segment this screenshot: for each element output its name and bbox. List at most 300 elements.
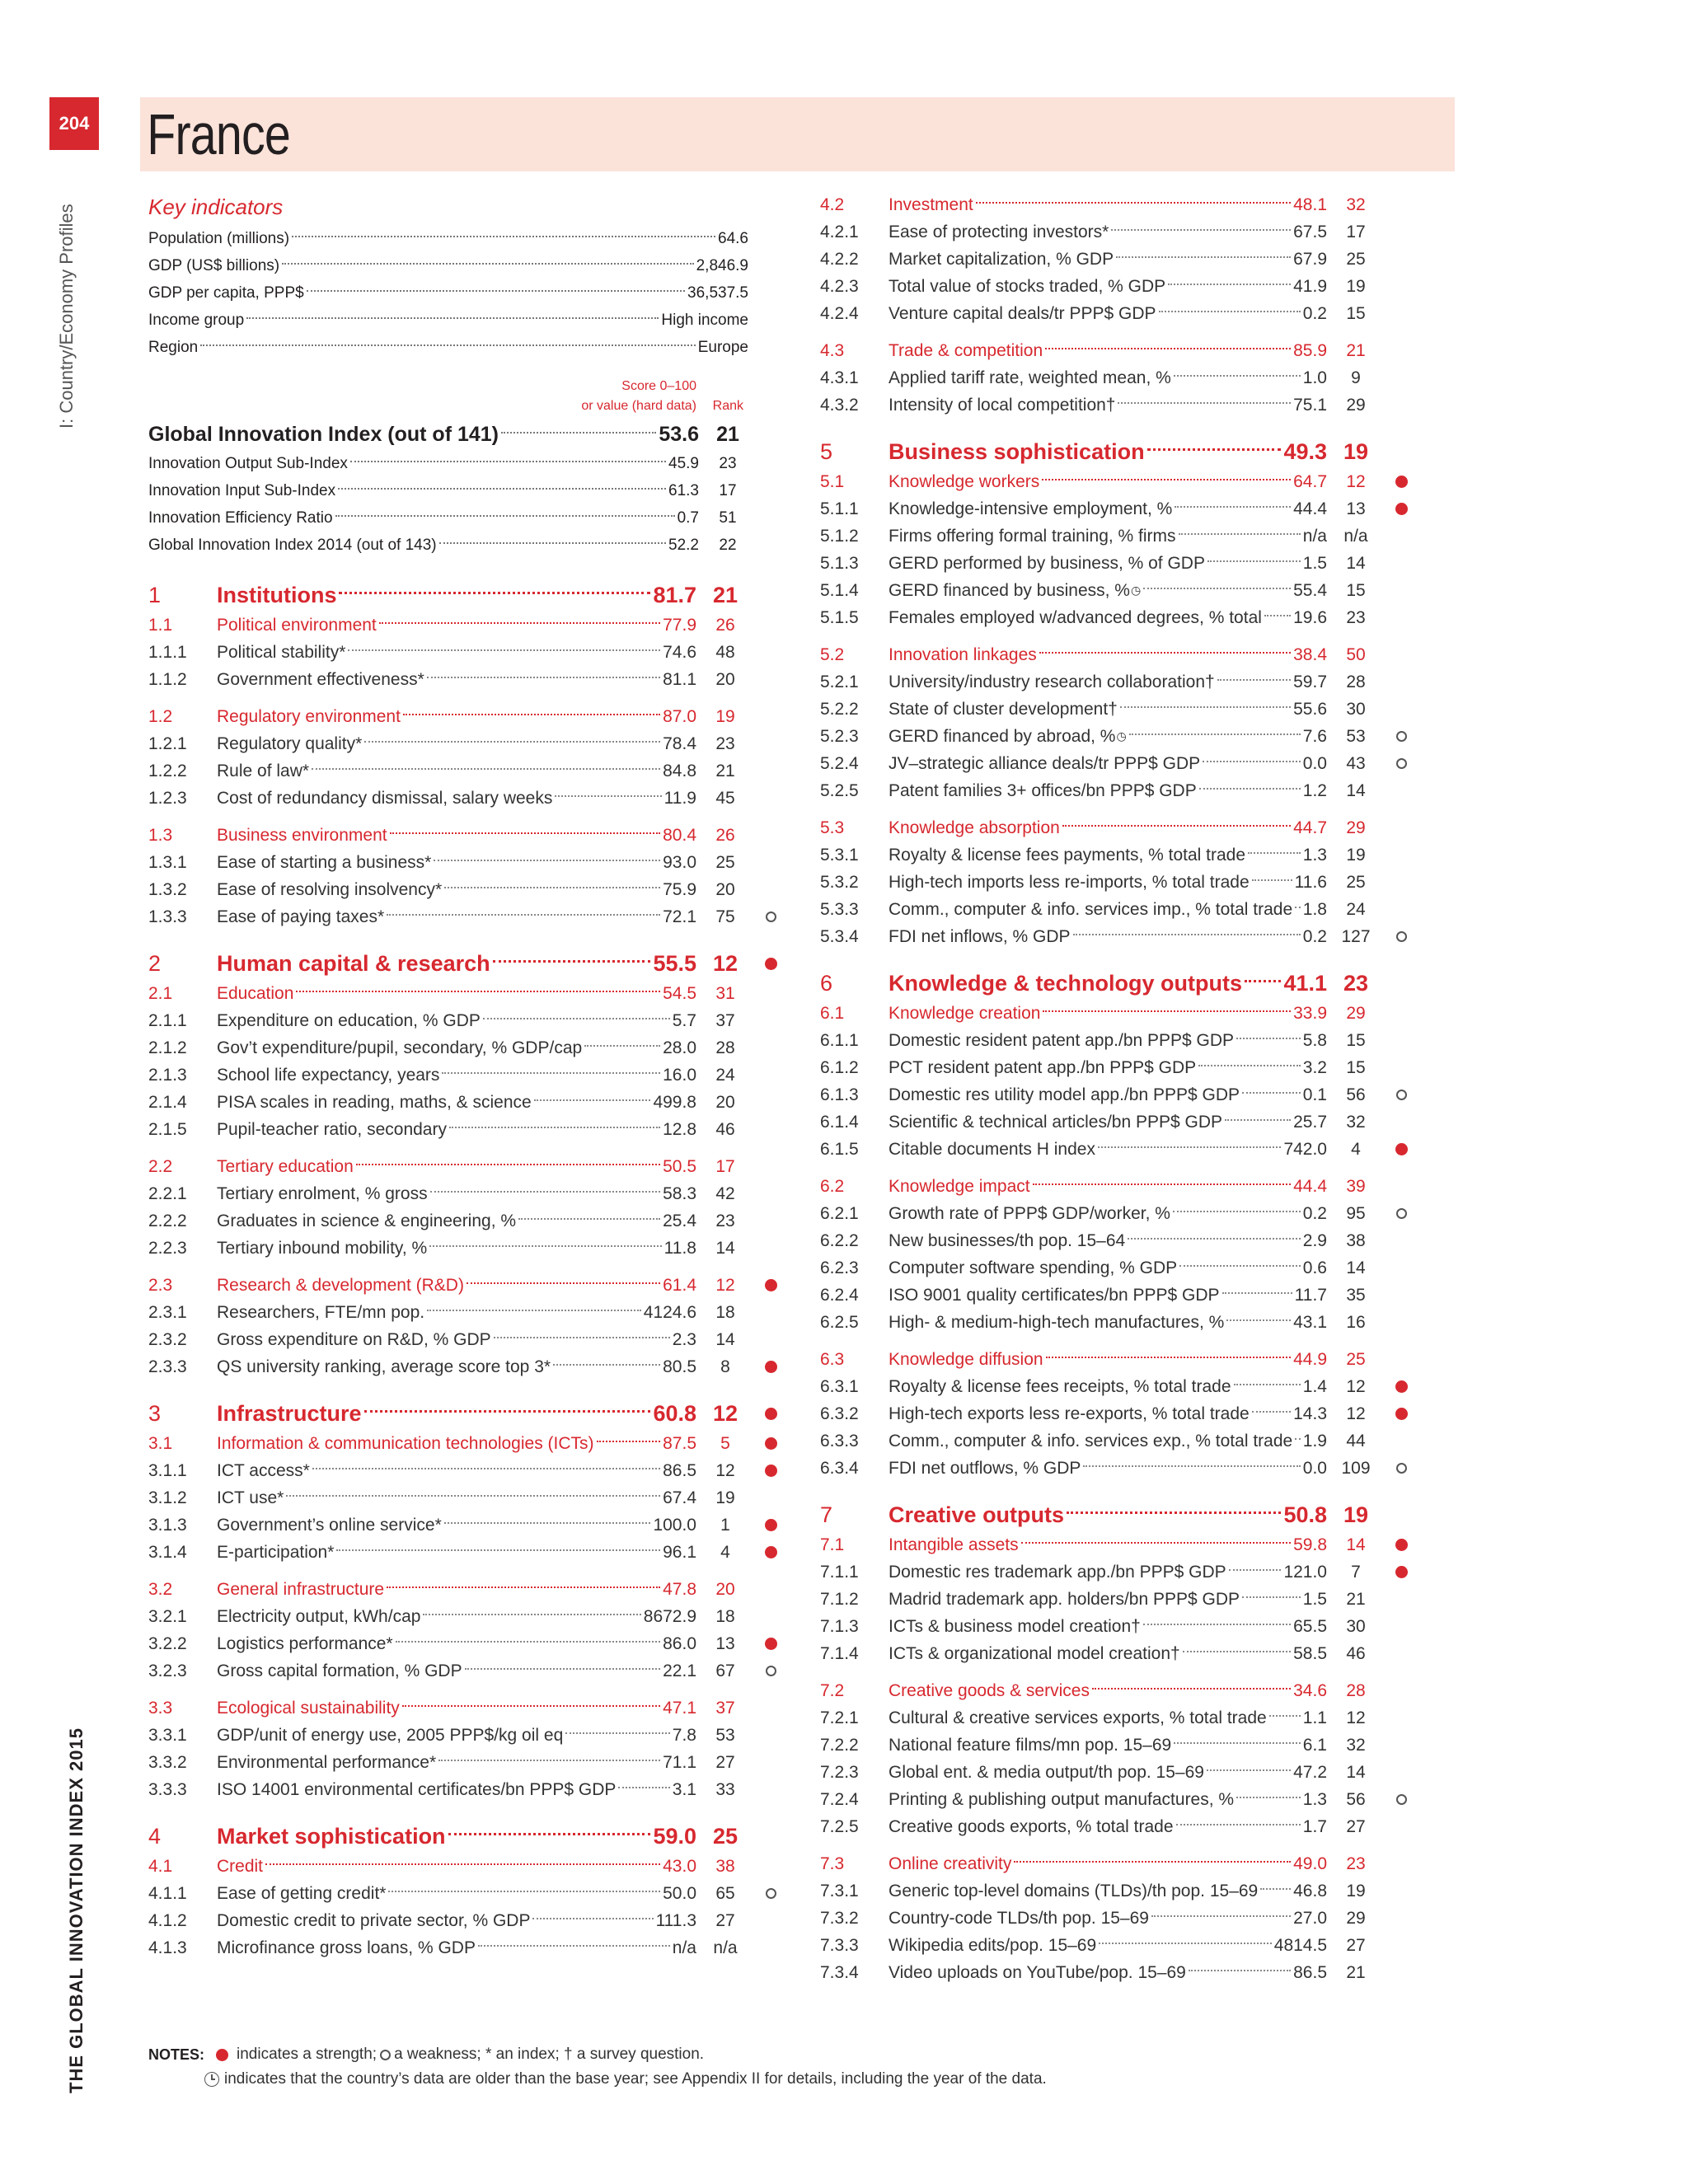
strength-dot-icon [1395,1408,1408,1420]
dot-leader [1129,733,1301,735]
indicator-code: 1.2.3 [148,788,187,808]
indicator-value: 44.4 [1293,1176,1327,1196]
dot-leader [312,767,660,770]
subpillar-row [820,1531,1455,1558]
indicator-value: 2.3 [672,1329,696,1349]
indicator-value: 47.2 [1293,1762,1327,1782]
indicator-label: Gross capital formation, % GDP [217,1661,462,1680]
indicator-label: Trade & competition [889,340,1043,360]
indicator-label: Market sophistication [217,1823,446,1849]
indicator-label: Education [217,983,294,1003]
indicator-rank: 29 [1346,1003,1366,1023]
indicator-rank: 12 [712,1400,738,1426]
indicator-value: 0.1 [1302,1085,1327,1104]
indicator-value: 34.6 [1293,1680,1327,1700]
row-body [820,341,1327,361]
indicator-label: ICTs & organizational model creation† [889,1643,1180,1663]
indicator-value: 47.1 [663,1698,696,1718]
indicator-code: 7.2.5 [820,1816,859,1836]
strength-dot-icon [765,1638,777,1650]
gii-rank: 22 [719,536,737,554]
indicator-rank: 29 [1346,395,1366,415]
dot-leader [1033,1183,1292,1185]
strength-dot-icon [765,1408,777,1420]
indicator-code: 1.3.3 [148,907,187,926]
dot-leader [1120,705,1291,708]
indicator-value: 3.2 [1302,1057,1327,1077]
indicator-value: 59.0 [653,1823,696,1849]
indicator-code: 5.3.4 [820,926,859,946]
indicator-value: 3.1 [672,1779,696,1799]
pillar-row [148,1397,853,1430]
indicator-code: 6.1.2 [820,1057,859,1077]
indicator-code: 7.1.4 [820,1643,859,1663]
dot-leader [338,487,666,490]
indicator-label: Creative goods & services [889,1680,1090,1700]
spacer [148,693,853,703]
dot-leader [356,1163,660,1165]
indicator-label: State of cluster development† [889,699,1118,719]
row-body [148,1516,696,1535]
dot-leader [518,1217,660,1220]
indicator-rank: 38 [1346,1230,1366,1250]
indicator-row [148,1907,853,1934]
dot-leader [439,541,666,544]
indicator-code: 6.3.2 [820,1404,859,1423]
row-body [820,1113,1327,1132]
indicator-value: 59.8 [1293,1535,1327,1554]
row-body [820,1736,1327,1755]
indicator-label: Expenditure on education, % GDP [217,1010,481,1030]
indicator-value: 50.5 [663,1156,696,1176]
dot-leader [348,649,660,651]
row-body [820,846,1327,865]
dot-leader [1226,1319,1291,1321]
row-body [148,1726,696,1746]
indicator-rank: 32 [1346,194,1366,214]
indicator-label: Generic top-level domains (TLDs)/th pop. 15–69 [889,1881,1259,1900]
indicator-code: 5.2 [820,644,845,664]
indicator-row [148,1116,853,1143]
indicator-code: 3.1.1 [148,1460,187,1480]
dot-leader [442,1071,660,1074]
row-body [148,1303,696,1323]
dot-leader [200,344,696,346]
indicator-code: 6.2.5 [820,1312,859,1332]
indicator-code: 5.2.1 [820,672,859,691]
indicator-rank: 53 [715,1725,735,1745]
indicator-row [820,577,1455,604]
key-indicator-label: Population (millions) [148,229,290,247]
gii-row-body [148,537,699,555]
key-indicator-row [148,279,748,307]
indicator-label: Microfinance gross loans, % GDP [217,1938,476,1957]
row-body [820,1404,1327,1424]
row-body [148,1661,696,1681]
indicator-code: 6.3.3 [820,1431,859,1451]
dot-leader [1207,560,1301,562]
indicator-code: 1.3.1 [148,852,187,872]
dot-leader [402,1704,660,1707]
row-body [820,645,1327,665]
dot-leader [1295,1437,1301,1440]
indicator-value: 19.6 [1293,607,1327,627]
indicator-label: Online creativity [889,1854,1012,1873]
dot-leader [1128,1237,1301,1240]
indicator-label: GERD financed by business, % [889,580,1130,600]
indicator-flag [1385,476,1418,488]
indicator-value: 7.8 [672,1725,696,1745]
indicator-row [820,1613,1455,1640]
row-body [148,1038,696,1058]
indicator-rank: 18 [715,1606,735,1626]
indicator-value: 41.1 [1283,970,1327,996]
indicator-value: 50.8 [1283,1502,1327,1527]
indicator-rank: 15 [1346,303,1366,323]
key-indicators [148,194,748,361]
indicator-rank: 20 [715,879,735,899]
row-body [148,826,696,846]
indicator-flag [1385,1463,1418,1474]
indicator-flag [1385,1143,1418,1155]
indicator-code: 4.3.1 [820,368,859,387]
indicator-row [820,273,1455,300]
dot-leader [427,676,660,678]
indicator-row [820,777,1455,804]
indicator-label: ICTs & business model creation† [889,1616,1141,1636]
dot-leader [350,460,666,462]
indicator-code: 5.1.2 [820,526,859,546]
indicator-value: 4814.5 [1273,1935,1327,1955]
dot-leader [1143,1623,1291,1625]
subpillar-row [820,641,1455,668]
gii-row [148,477,849,504]
indicator-code: 2.3.2 [148,1329,187,1349]
indicator-row [820,1227,1455,1254]
row-body [820,1882,1327,1901]
indicator-label: Tertiary enrolment, % gross [217,1183,428,1203]
indicator-code: 4.1 [148,1856,173,1876]
indicator-code: 3.1 [148,1433,173,1453]
indicator-rank: 17 [1346,222,1366,241]
indicator-flag [754,1546,787,1558]
indicator-value: 87.0 [663,706,696,726]
dot-leader [1189,1969,1291,1971]
indicator-label: Research & development (R&D) [217,1275,464,1295]
weakness-dot-icon [1396,731,1407,742]
row-body [820,1204,1327,1224]
row-body [820,1817,1327,1837]
indicator-code: 5.1.1 [820,499,859,518]
row-body [820,1708,1327,1728]
strength-dot-icon [1395,1380,1408,1393]
indicator-value: 81.1 [663,669,696,689]
dot-leader [1225,1118,1291,1121]
subpillar-row [148,1576,853,1603]
indicator-row [148,1180,853,1207]
row-body [820,1936,1327,1956]
dot-leader [296,990,660,992]
row-body [148,1607,696,1627]
indicator-rank: 29 [1346,1908,1366,1928]
dot-leader [532,1917,653,1919]
indicator-label: Knowledge absorption [889,818,1060,837]
indicator-value: 499.8 [653,1092,696,1112]
indicator-code: 2.1.4 [148,1092,187,1112]
dot-leader [467,1282,660,1284]
dot-leader [438,1759,660,1761]
indicator-flag [754,1519,787,1531]
row-body [820,1377,1327,1397]
indicator-label: Environmental performance* [217,1752,437,1772]
indicator-value: 111.3 [655,1910,696,1930]
indicator-row [820,1586,1455,1613]
indicator-value: 25.4 [663,1211,696,1230]
dot-leader [448,1832,651,1835]
score-header-line1: Score 0–100 [621,379,696,393]
indicator-rank: 17 [715,1156,735,1176]
indicator-code: 7.3.2 [820,1908,859,1928]
indicator-code: 5.1.3 [820,553,859,573]
indicator-label: GERD financed by abroad, % [889,726,1116,746]
indicator-value: 43.1 [1293,1312,1327,1332]
indicator-value: 38.4 [1293,644,1327,664]
indicator-code: 4.2.2 [820,249,859,269]
row-body [148,1753,696,1773]
indicator-label: Credit [217,1856,264,1876]
indicator-row [820,1640,1455,1667]
subpillar-row [148,1853,853,1880]
indicator-code: 7.3.1 [820,1881,859,1900]
indicator-flag [754,1437,787,1450]
indicator-label: Gross expenditure on R&D, % GDP [217,1329,491,1349]
dot-leader [387,913,660,916]
indicator-code: 7.1.2 [820,1589,859,1609]
dot-leader [1173,1210,1301,1212]
dot-leader [1083,1465,1300,1467]
row-body [820,277,1327,297]
indicator-code: 2.1 [148,983,173,1003]
indicator-rank: 4 [720,1542,730,1562]
indicator-value: 8672.9 [643,1606,696,1626]
key-indicator-row [148,225,748,252]
indicator-code: 3.3.2 [148,1752,187,1772]
indicator-label: Gov’t expenditure/pupil, secondary, % GDP/cap [217,1038,583,1057]
dot-leader [1021,1541,1292,1544]
dot-leader [1111,228,1291,231]
indicator-rank: 12 [1346,1708,1366,1727]
dot-leader [1039,651,1291,654]
indicator-label: Graduates in science & engineering, % [217,1211,517,1230]
indicator-rank: 14 [1346,780,1366,800]
indicator-label: Video uploads on YouTube/pop. 15–69 [889,1962,1186,1982]
indicator-value: 0.6 [1302,1258,1327,1277]
indicator-label: Political stability* [217,642,346,662]
row-body [820,1140,1327,1160]
weakness-dot-icon [1396,1090,1407,1100]
indicator-label: High- & medium-high-tech manufactures, % [889,1312,1225,1332]
weakness-dot-icon [1396,758,1407,769]
indicator-code: 1.1.2 [148,669,187,689]
indicator-value: 4124.6 [643,1302,696,1322]
indicator-rank: 56 [1346,1085,1366,1104]
spacer [148,1380,853,1397]
dot-leader [1179,1264,1301,1267]
key-indicator-label: GDP per capita, PPP$ [148,284,304,302]
indicator-rank: 7 [1351,1562,1361,1582]
indicator-code: 6.1 [820,1003,845,1023]
indicator-rank: 14 [715,1238,735,1258]
row-body [820,1058,1327,1078]
indicator-label: FDI net outflows, % GDP [889,1458,1081,1478]
row-body [820,727,1327,747]
indicator-value: 55.6 [1293,699,1327,719]
clock-icon: ◷ [1116,729,1127,743]
indicator-rank: 44 [1346,1431,1366,1451]
row-body [148,1120,696,1140]
dot-leader [427,1309,641,1311]
row-body [820,554,1327,574]
indicator-row [820,523,1455,550]
dot-leader [1198,1064,1301,1066]
indicator-code: 6.3.1 [820,1376,859,1396]
indicator-value: 49.3 [1283,438,1327,464]
indicator-label: Printing & publishing output manufactures, % [889,1789,1235,1809]
indicator-rank: 46 [1346,1643,1366,1663]
subpillar-row [820,337,1455,364]
row-body [820,1432,1327,1451]
indicator-code: 3.2 [148,1579,173,1599]
score-header-line2: or value (hard data) [581,399,696,413]
row-body [820,1177,1327,1197]
dot-leader [1067,1511,1281,1514]
dot-leader [1245,979,1281,982]
dot-leader [555,794,661,797]
indicator-rank: 26 [715,825,735,845]
indicator-value: 86.5 [663,1460,696,1480]
indicator-label: Venture capital deals/tr PPP$ GDP [889,303,1156,323]
indicator-label: Country-code TLDs/th pop. 15–69 [889,1908,1149,1928]
row-body [820,1563,1327,1582]
row-body [148,1911,696,1931]
indicator-code: 3.2.1 [148,1606,187,1626]
indicator-code: 4 [148,1823,162,1849]
indicator-rank: 21 [715,761,735,780]
weakness-dot-icon [1396,1794,1407,1805]
indicator-label: Domestic credit to private sector, % GDP [217,1910,531,1930]
indicator-rank: 19 [715,706,735,726]
indicator-row [148,849,853,876]
gii-label: Innovation Input Sub-Index [148,481,336,499]
indicator-code: 3.3.3 [148,1779,187,1799]
indicator-code: 2.1.5 [148,1119,187,1139]
indicator-rank: 95 [1346,1203,1366,1223]
row-body [148,734,696,754]
indicator-code: 2.2.1 [148,1183,187,1203]
gii-rank: 17 [719,481,737,499]
row-body [820,608,1327,628]
row-body [820,1535,1327,1555]
dot-leader [1099,1942,1272,1944]
indicator-row [820,696,1455,723]
row-body [148,1824,696,1849]
indicator-rank: 12 [1346,1404,1366,1423]
indicator-value: 65.5 [1293,1616,1327,1636]
row-body [820,1085,1327,1105]
indicator-rank: 27 [1346,1816,1366,1836]
indicator-code: 6.2.1 [820,1203,859,1223]
indicator-row [820,1932,1455,1959]
indicator-rank: 75 [715,907,735,926]
spacer [820,950,1455,967]
left-indicator-column [148,579,853,1961]
indicator-code: 6.2 [820,1176,845,1196]
subpillar-row [148,612,853,639]
spacer [148,1566,853,1576]
indicator-value: 61.4 [663,1275,696,1295]
indicator-label: Royalty & license fees payments, % total trade [889,845,1246,865]
side-publication-label: THE GLOBAL INNOVATION INDEX 2015 [66,1727,87,2093]
indicator-label: Logistics performance* [217,1633,393,1653]
dot-leader [1073,933,1301,935]
indicator-code: 2.1.1 [148,1010,187,1030]
indicator-value: 100.0 [653,1515,696,1535]
gii-row-body [148,455,699,473]
indicator-label: Electricity output, kWh/cap [217,1606,421,1626]
gii-label: Global Innovation Index 2014 (out of 143) [148,536,437,554]
indicator-row [820,246,1455,273]
right-indicator-column [820,191,1455,1986]
dot-leader [430,1190,661,1193]
indicator-row [148,876,853,903]
indicator-row [820,1759,1455,1786]
indicator-label: Researchers, FTE/mn pop. [217,1302,425,1322]
spacer [148,1262,853,1272]
indicator-rank: 42 [715,1183,735,1203]
indicator-rank: 45 [715,788,735,808]
indicator-row [148,730,853,757]
subpillar-row [148,1272,853,1299]
strength-dot-icon [1395,1566,1408,1578]
key-indicator-label: Region [148,338,199,356]
notes-line1: indicates a strength; [237,2046,377,2063]
indicator-rank: 23 [715,1211,735,1230]
indicator-code: 6.3.4 [820,1458,859,1478]
spacer [820,1336,1455,1346]
indicator-value: 0.2 [1302,926,1327,946]
indicator-label: General infrastructure [217,1579,385,1599]
spacer [148,1803,853,1820]
indicator-value: 81.7 [653,582,696,607]
weakness-dot-icon [766,1888,776,1899]
indicator-code: 3.1.3 [148,1515,187,1535]
weakness-dot-icon [1396,1463,1407,1474]
dot-leader [1260,1887,1291,1890]
indicator-row [820,668,1455,696]
indicator-label: JV–strategic alliance deals/tr PPP$ GDP [889,753,1201,773]
dot-leader [1217,678,1291,681]
row-body [820,1644,1327,1664]
strength-dot-icon [765,1279,777,1291]
indicator-label: Knowledge diffusion [889,1349,1043,1369]
row-body [820,1617,1327,1637]
indicator-code: 4.2 [820,194,845,214]
indicator-flag [1385,931,1418,942]
indicator-rank: 18 [715,1302,735,1322]
indicator-label: Wikipedia edits/pop. 15–69 [889,1935,1097,1955]
indicator-value: 43.0 [663,1856,696,1876]
indicator-row [148,1603,853,1630]
